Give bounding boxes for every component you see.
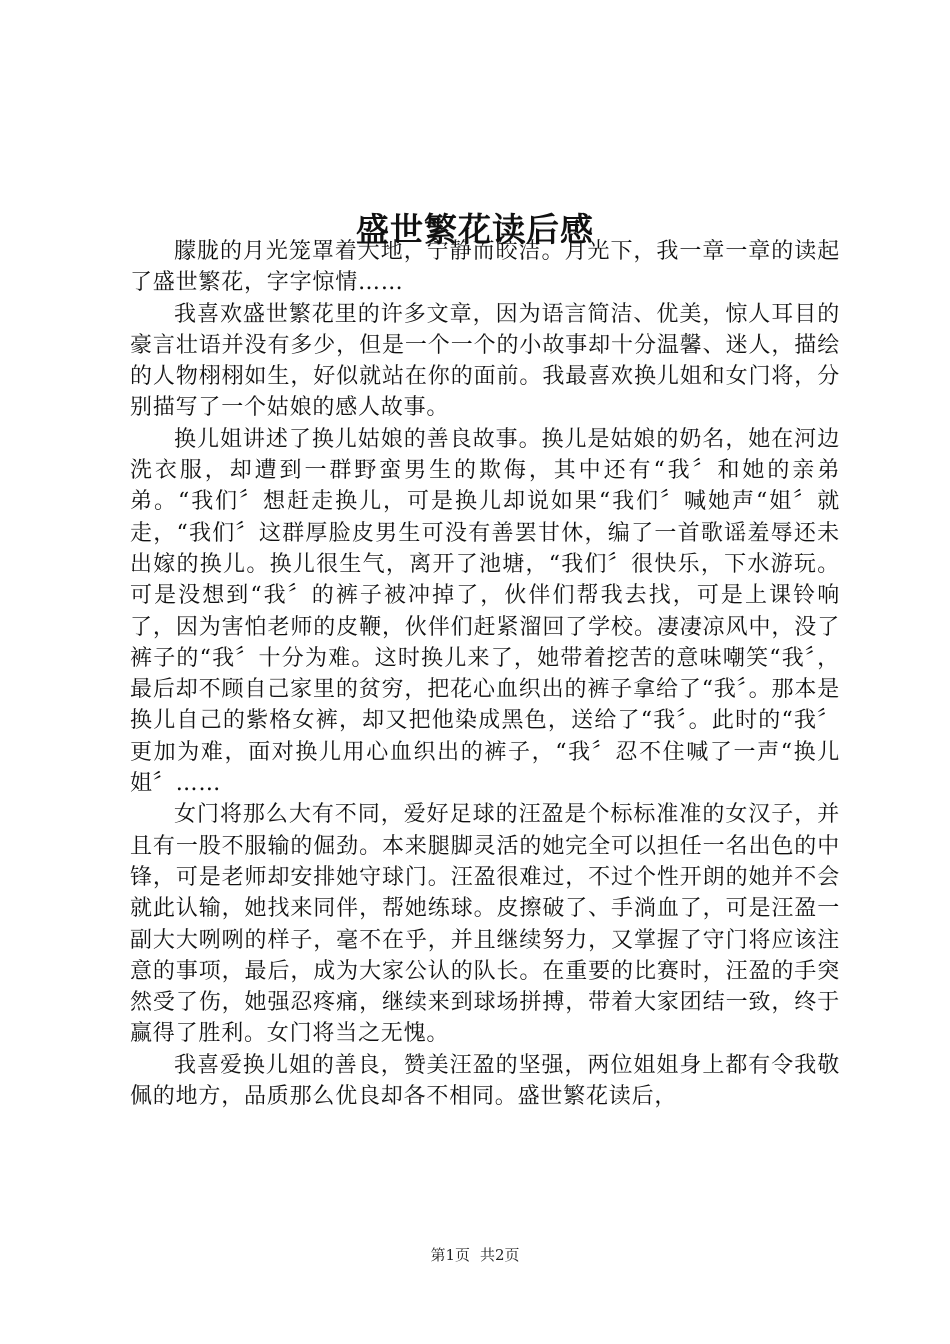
paragraph-conclusion: 我喜爱换儿姐的善良，赞美汪盈的坚强，两位姐姐身上都有令我敬佩的地方，品质那么优良却各不相同。盛世繁花读后， [130, 1052, 840, 1110]
paragraph-overview: 我喜欢盛世繁花里的许多文章，因为语言简洁、优美，惊人耳目的豪言壮语并没有多少，但是一个一个的小故事却十分温馨、迷人，描绘的人物栩栩如生，好似就站在你的面前。我最喜欢换儿姐和女门将，分别描写了一个姑娘的感人故事。 [130, 301, 840, 421]
page-total: 共2页 [480, 1246, 520, 1264]
paragraph-intro: 朦胧的月光笼罩着大地，宁静而皎洁。月光下，我一章一章的读起了盛世繁花，字字惊情…… [130, 239, 840, 296]
paragraph-goalkeeper: 女门将那么大有不同，爱好足球的汪盈是个标标准准的女汉子，并且有一股不服输的倔劲。本来腿脚灵活的她完全可以担任一名出色的中锋，可是老师却安排她守球门。汪盈很难过，不过个性开朗的她并不会就此认输，她找来同伴，帮她练球。皮擦破了、手淌血了，可是汪盈一副大大咧咧的样子，毫不在乎，并且继续努力，又掌握了守门将应该注意的事项，最后，成为大家公认的队长。在重要的比赛时，汪盈的手突然受了伤，她强忍疼痛，继续来到球场拼搏，带着大家团结一致，终于赢得了胜利。女门将当之无愧。 [130, 802, 840, 1047]
document-body [130, 236, 840, 1112]
page-number: 第1页 [430, 1246, 470, 1264]
document-title: 盛世繁花读后感 [356, 210, 594, 250]
page-footer [0, 1243, 950, 1267]
paragraph-huan-er-jie: 换儿姐讲述了换儿姑娘的善良故事。换儿是姑娘的奶名，她在河边洗衣服，却遭到一群野蛮男生的欺侮，其中还有“我〞和她的亲弟弟。“我们〞想赶走换儿，可是换儿却说如果“我们〞喊她声“姐〞就走，“我们〞这群厚脸皮男生可没有善罢甘休，编了一首歌谣羞辱还未出嫁的换儿。换儿很生气，离开了池塘，“我们〞很快乐，下水游玩。可是没想到“我〞的裤子被冲掉了，伙伴们帮我去找，可是上课铃响了，因为害怕老师的皮鞭，伙伴们赶紧溜回了学校。凄凄凉风中，没了裤子的“我〞十分为难。这时换儿来了，她带着挖苦的意味嘲笑“我〞，最后却不顾自己家里的贫穷，把花心血织出的裤子拿给了“我〞。那本是换儿自己的紫格女裤，却又把他染成黑色，送给了“我〞。此时的“我〞更加为难，面对换儿用心血织出的裤子，“我〞忍不住喊了一声“换儿姐〞…… [130, 426, 840, 797]
